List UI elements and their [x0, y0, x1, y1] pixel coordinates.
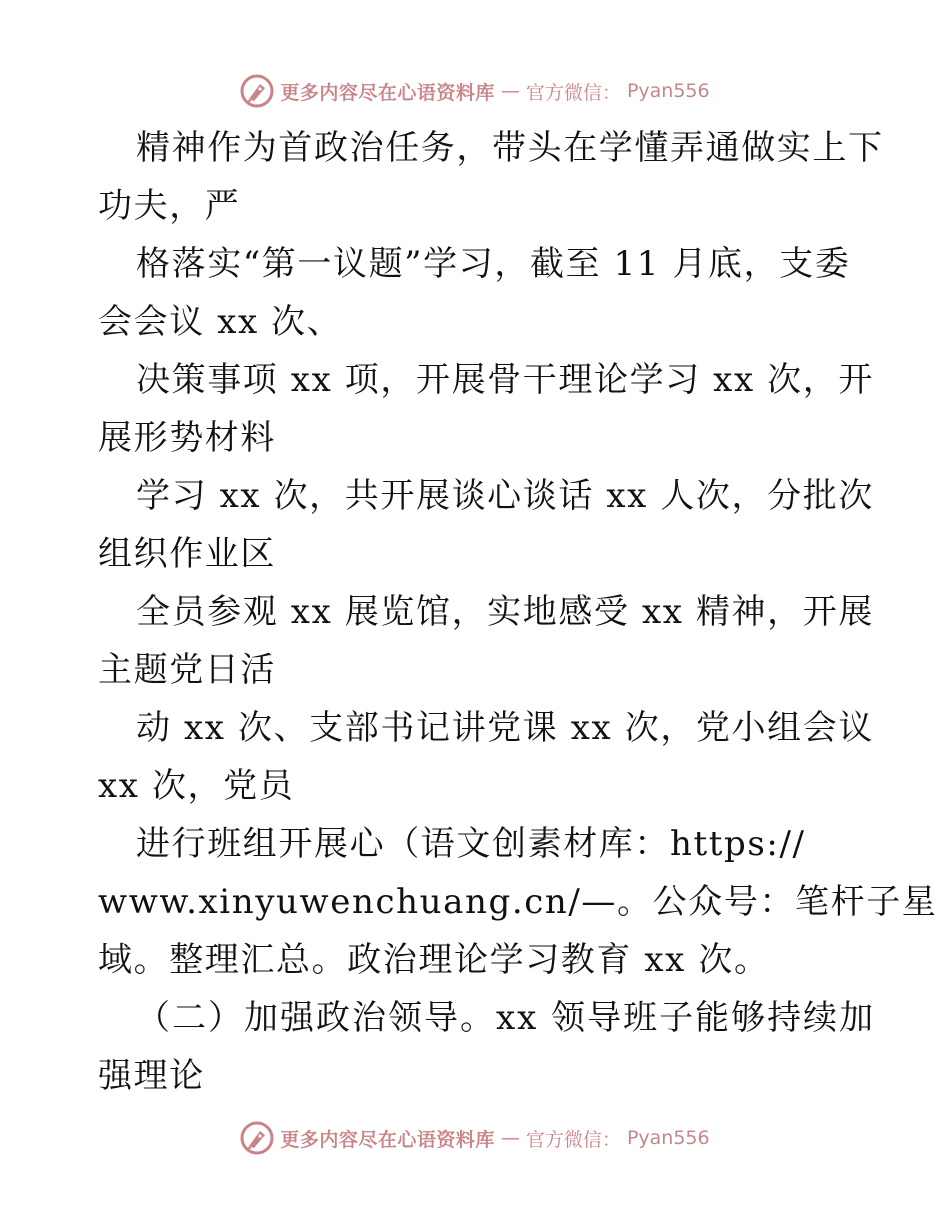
watermark-separator: — — [500, 80, 520, 102]
text-line: 会会议 xx 次、 — [98, 302, 343, 342]
watermark-wechat-label: 官方微信： — [525, 81, 621, 104]
pen-nib-logo-icon — [240, 1121, 274, 1155]
text-line: 学习 xx 次，共开展谈心谈话 xx 人次，分批次 — [136, 476, 874, 516]
watermark-wechat-label: 官方微信： — [525, 1128, 621, 1151]
text-line: 精神作为首政治任务，带头在学懂弄通做实上下 — [136, 128, 884, 168]
text-line: 展形势材料 — [98, 418, 276, 458]
watermark-separator: — — [500, 1127, 520, 1149]
text-line: 进行班组开展心（语文创素材库：https:// — [136, 824, 806, 864]
text-line: 功夫，严 — [98, 186, 241, 226]
text-line: 主题党日活 — [98, 650, 276, 690]
text-line: 格落实“第一议题”学习，截至 11 月底，支委 — [136, 244, 851, 284]
text-line: 动 xx 次、支部书记讲党课 xx 次，党小组会议 — [136, 708, 874, 748]
header-watermark — [0, 71, 950, 111]
section-heading-line: （二）加强政治领导。xx 领导班子能够持续加 — [136, 998, 876, 1038]
text-line: 组织作业区 — [98, 534, 276, 574]
text-line: 域。整理汇总。政治理论学习教育 xx 次。 — [98, 940, 770, 980]
pen-nib-logo-icon — [240, 74, 274, 108]
text-line: 决策事项 xx 项，开展骨干理论学习 xx 次，开 — [136, 360, 874, 400]
text-line: www.xinyuwenchuang.cn/—。公众号：笔杆子星 — [98, 882, 938, 922]
footer-watermark — [0, 1118, 950, 1158]
text-line: xx 次，党员 — [98, 766, 295, 806]
watermark-wechat-id: Pyan556 — [626, 80, 710, 102]
watermark-wechat-id: Pyan556 — [626, 1127, 710, 1149]
watermark-brand: 更多内容尽在心语资料库 — [280, 1128, 495, 1151]
watermark-brand: 更多内容尽在心语资料库 — [280, 81, 495, 104]
text-line: 强理论 — [98, 1056, 205, 1096]
text-line: 全员参观 xx 展览馆，实地感受 xx 精神，开展 — [136, 592, 874, 632]
body-paragraph — [98, 119, 938, 1105]
